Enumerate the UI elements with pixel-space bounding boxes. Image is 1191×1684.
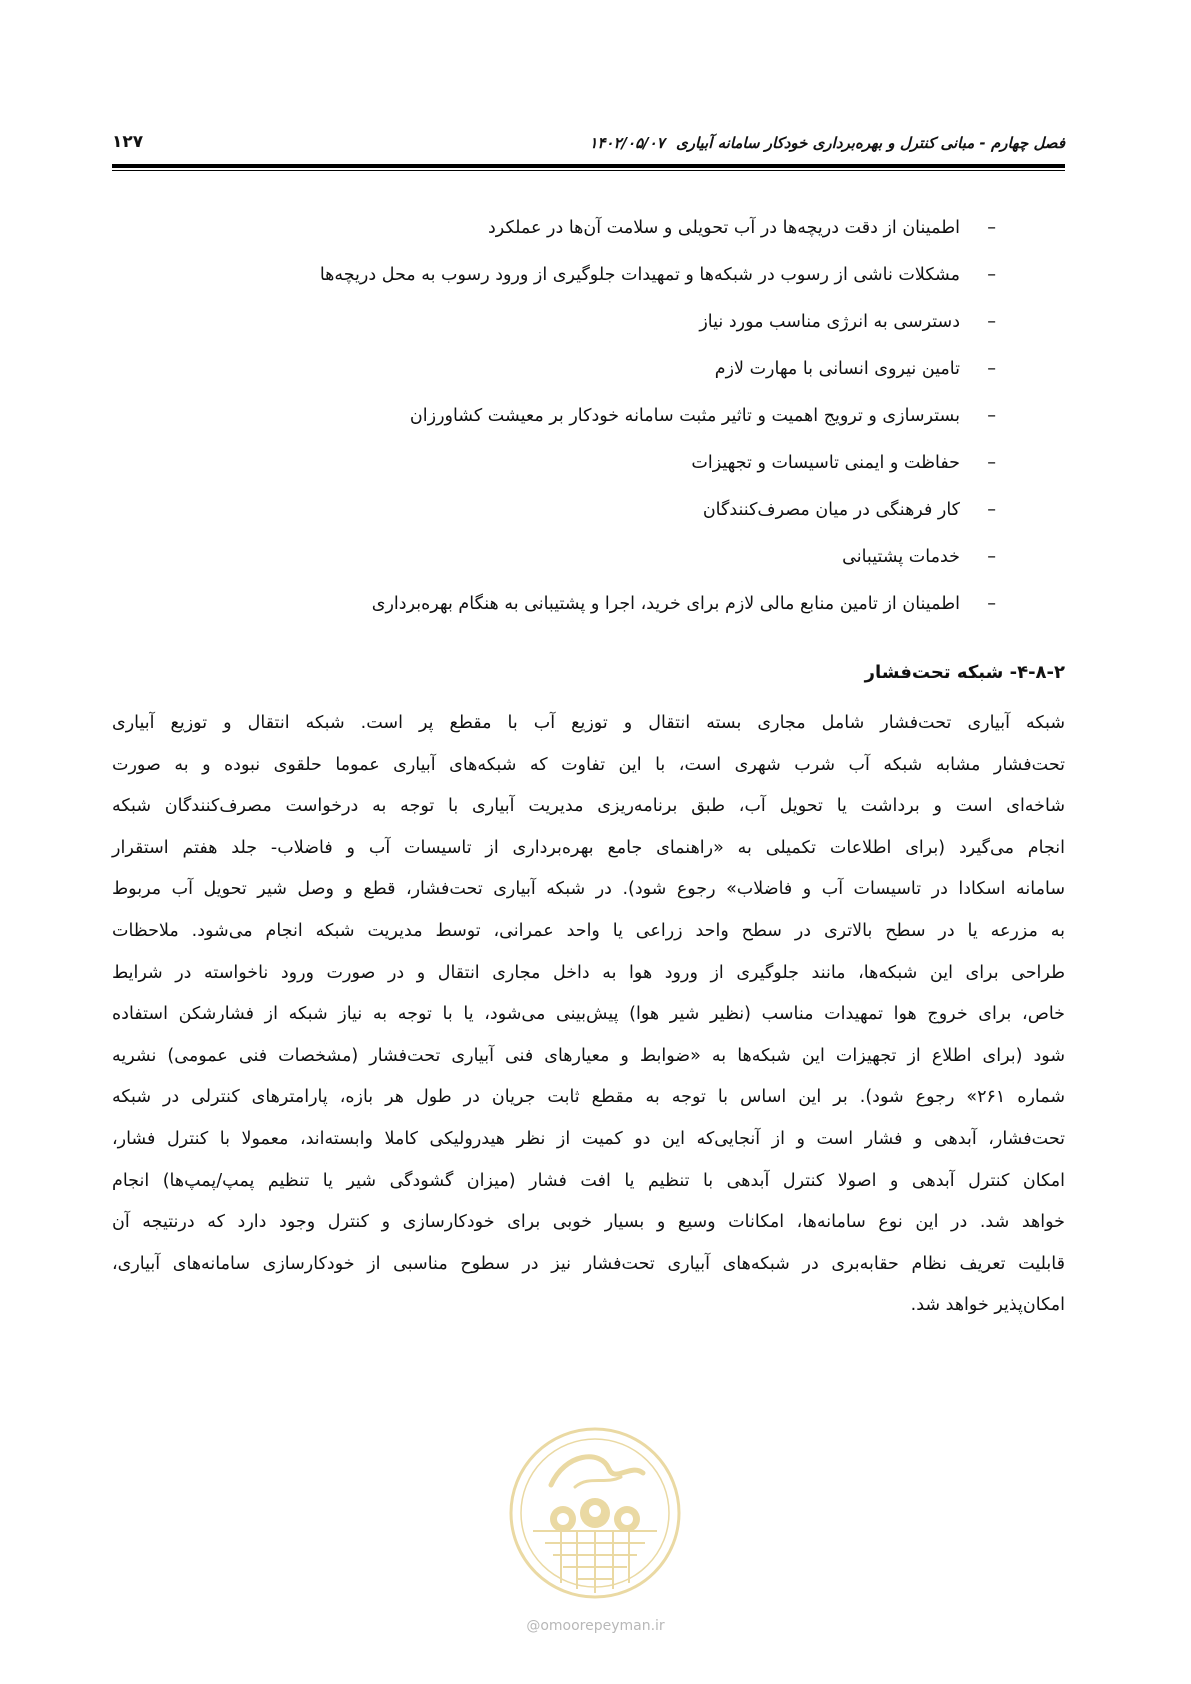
bullet-dash: – [987, 547, 996, 567]
paragraph-line: شبکه آبیاری تحت‌فشار شامل مجاری بسته انتقال و توزیع آب با مقطع پر است. شبکه انتقال و توزیع آبیاری [112, 713, 1065, 733]
list-item [96, 594, 996, 641]
page-number: ۱۲۷ [112, 132, 144, 152]
header-date: ۱۴۰۲/۰۵/۰۷ [589, 134, 665, 152]
paragraph-line: خاص، برای خروج هوا تمهیدات مناسب (نظیر شیر هوا) پیش‌بینی می‌شود، یا با توجه به نیاز شبکه از فشارشکن استفاده [112, 1004, 1065, 1025]
watermark-site: @omoorepeyman.ir [526, 1618, 665, 1634]
body-paragraph [112, 713, 1065, 1337]
chapter-title-text: فصل چهارم - مبانی کنترل و بهره‌برداری خودکار سامانه آبیاری [675, 134, 1065, 152]
paragraph-line: خواهد شد. در این نوع سامانه‌ها، امکانات وسیع و بسیار خوبی برای خودکارسازی و کنترل وجود دارد که درنتیجه آن [112, 1212, 1065, 1233]
bullet-dash: – [987, 218, 996, 238]
paragraph-line: سامانه اسکادا در تاسیسات آب و فاضلاب» رجوع شود). در شبکه آبیاری تحت‌فشار، قطع و وصل شیر تحویل آب مربوط [112, 879, 1065, 900]
chapter-title [589, 134, 1065, 152]
paragraph-line: قابلیت تعریف نظام حقابه‌بری در شبکه‌های آبیاری تحت‌فشار نیز در سطوح مناسبی از خودکارسازی سامانه‌های آبیاری، [112, 1253, 1065, 1274]
paragraph-line: تحت‌فشار مشابه شبکه آب شرب شهری است، با این تفاوت که شبکه‌های آبیاری عموما حلقوی نبوده و به صورت [112, 754, 1065, 775]
list-item-text: تامین نیروی انسانی با مهارت لازم [714, 359, 960, 379]
list-item [96, 359, 996, 406]
list-item-text: مشکلات ناشی از رسوب در شبکه‌ها و تمهیدات جلوگیری از ورود رسوب به محل دریچه‌ها [319, 265, 960, 285]
header-rule-thick [112, 164, 1065, 168]
page-header [112, 130, 1065, 160]
bullet-dash: – [987, 265, 996, 285]
list-item [96, 406, 996, 453]
list-item [96, 312, 996, 359]
list-item [96, 500, 996, 547]
list-item-text: اطمینان از دقت دریچه‌ها در آب تحویلی و سلامت آن‌ها در عملکرد [488, 218, 960, 238]
bullet-dash: – [987, 359, 996, 379]
section-heading: ۴-۸-۲- شبکه تحت‌فشار [864, 662, 1065, 683]
paragraph-line: انجام می‌گیرد (برای اطلاعات تکمیلی به «راهنمای جامع بهره‌برداری از تاسیسات آب و فاضلاب- جلد هفتم استقرار [112, 837, 1065, 858]
bullet-dash: – [987, 406, 996, 426]
paragraph-line: به مزرعه یا در سطح بالاتری در سطح واحد زراعی یا واحد عمرانی، توسط مدیریت شبکه انجام می‌شود. ملاحظات [112, 920, 1065, 941]
paragraph-line: امکان‌پذیر خواهد شد. [910, 1295, 1065, 1316]
list-item-text: دسترسی به انرژی مناسب مورد نیاز [699, 312, 960, 332]
bullet-list [96, 218, 996, 641]
bullet-dash: – [987, 594, 996, 614]
paragraph-line: شماره ۲۶۱» رجوع شود). بر این اساس با توجه به مقطع ثابت جریان در طول هر بازه، پارامترهای کنترلی در شبکه [112, 1087, 1066, 1108]
header-rule-thin [112, 170, 1065, 171]
list-item-text: کار فرهنگی در میان مصرف‌کنندگان [702, 500, 960, 520]
list-item [96, 453, 996, 500]
paragraph-line: تحت‌فشار، آبدهی و فشار است و از آنجایی‌که این دو کمیت از نظر هیدرولیکی کاملا وابسته‌اند، معمولا با کنترل فشار، [112, 1128, 1065, 1149]
list-item-text: بسترسازی و ترویج اهمیت و تاثیر مثبت سامانه خودکار بر معیشت کشاورزان [409, 406, 960, 426]
paragraph-line: شاخه‌ای است و برداشت یا تحویل آب، طبق برنامه‌ریزی مدیریت آبیاری با توجه به درخواست مصرف‌کنندگان شبکه [112, 796, 1065, 817]
list-item-text: اطمینان از تامین منابع مالی لازم برای خرید، اجرا و پشتیبانی به هنگام بهره‌برداری [371, 594, 960, 614]
list-item [96, 218, 996, 265]
watermark-logo-icon [505, 1423, 685, 1603]
list-item [96, 265, 996, 312]
bullet-dash: – [987, 312, 996, 332]
list-item-text: خدمات پشتیبانی [842, 547, 960, 567]
paragraph-line: امکان کنترل آبدهی و اصولا کنترل آبدهی با تنظیم یا افت فشار (میزان گشودگی شیر یا تنظیم پمپ/پمپ‌ها) انجام [112, 1170, 1065, 1191]
bullet-dash: – [987, 453, 996, 473]
list-item [96, 547, 996, 594]
paragraph-line: شود (برای اطلاع از تجهیزات این شبکه‌ها به «ضوابط و معیارهای فنی آبیاری تحت‌فشار (مشخصات فنی عمومی) نشریه [112, 1045, 1065, 1066]
list-item-text: حفاظت و ایمنی تاسیسات و تجهیزات [691, 453, 960, 473]
paragraph-line: طراحی برای این شبکه‌ها، مانند جلوگیری از ورود هوا به داخل مجاری انتقال و در صورت ورود ناخواسته در شرایط [112, 962, 1065, 983]
bullet-dash: – [987, 500, 996, 520]
